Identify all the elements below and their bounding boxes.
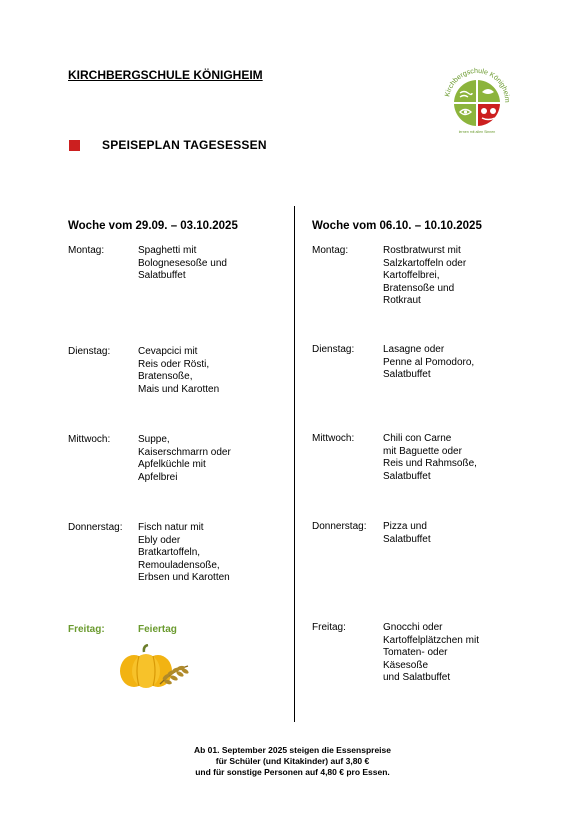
dish-line: Gnocchi oder (383, 622, 443, 633)
dish-line: Salatbuffet (383, 369, 431, 380)
dish-line: Salatbuffet (383, 470, 431, 482)
dish-line: und Salatbuffet (383, 672, 451, 683)
pumpkin-icon (114, 644, 194, 690)
dish-line: Ebly oder (138, 534, 181, 546)
dish-line: Chili con Carne (383, 433, 452, 444)
price-notice (0, 745, 585, 778)
dish-line: Salatbuffet (383, 533, 431, 545)
dish-line: Erbsen und Karotten (138, 572, 230, 583)
dish-line: Kartoffelplätzchen mit (383, 634, 479, 646)
week-1-day-tuesday: Dienstag: (68, 346, 111, 357)
dish-line: mit Baguette oder (383, 445, 462, 457)
week-2-dish-friday (383, 622, 533, 685)
dish-line: Remouladensoße, (138, 559, 220, 571)
plan-title: SPEISEPLAN TAGESESSEN (102, 138, 267, 152)
school-logo (438, 54, 516, 134)
school-title: KIRCHBERGSCHULE KÖNIGHEIM (68, 68, 263, 82)
dish-line: Reis und Rahmsoße, (383, 458, 477, 469)
dish-line: Cevapcici mit (138, 346, 198, 357)
dish-line: Lasagne oder (383, 344, 445, 355)
dish-line: Rostbratwurst mit (383, 245, 461, 256)
dish-line: Kartoffelbrei, (383, 270, 440, 281)
holiday-label: Feiertag (138, 624, 177, 635)
week-1-day-monday: Montag: (68, 245, 105, 256)
dish-line: Salatbuffet (138, 270, 186, 281)
dish-line: Bratkartoffeln, (138, 547, 201, 558)
week-1-dish-wednesday (138, 434, 288, 484)
week-2-dish-wednesday (383, 433, 533, 483)
week-2-day-friday: Freitag: (312, 622, 346, 633)
week-1-title: Woche vom 29.09. – 03.10.2025 (68, 220, 238, 232)
dish-line: Apfelküchle mit (138, 459, 206, 470)
dish-line: Salzkartoffeln oder (383, 257, 467, 269)
week-2-day-monday: Montag: (312, 245, 349, 256)
week-2-dish-thursday (383, 521, 533, 546)
price-notice-line: Ab 01. September 2025 steigen die Essenspreise (193, 745, 391, 755)
week-2-dish-tuesday (383, 344, 533, 382)
week-1-day-wednesday: Mittwoch: (68, 434, 111, 445)
week-2-day-tuesday: Dienstag: (312, 344, 355, 355)
week-1-dish-tuesday (138, 346, 288, 396)
week-2-day-wednesday: Mittwoch: (312, 433, 355, 444)
week-2-dish-monday (383, 245, 533, 308)
logo-tagline: lernen mit allen Sinnen (458, 130, 496, 134)
column-divider (294, 206, 295, 722)
dish-line: Bolognesesoße und (138, 257, 227, 269)
dish-line: Penne al Pomodoro, (383, 356, 475, 368)
logo-arc-text: Kirchbergschule Königheim (444, 67, 511, 103)
dish-line: Pizza und (383, 521, 427, 532)
dish-line: Tomaten- oder (383, 647, 448, 658)
week-1-dish-thursday (138, 522, 288, 585)
dish-line: Mais und Karotten (138, 383, 220, 395)
dish-line: Rotkraut (383, 295, 421, 306)
week-1-day-friday: Freitag: (68, 624, 105, 635)
dish-line: Suppe, (138, 434, 170, 445)
week-2-title: Woche vom 06.10. – 10.10.2025 (312, 220, 482, 232)
dish-line: Bratensoße und (383, 282, 455, 294)
price-notice-line: für Schüler (und Kitakinder) auf 3,80 € (215, 756, 370, 766)
plan-title-marker (69, 140, 80, 151)
week-1-day-thursday: Donnerstag: (68, 522, 123, 533)
dish-line: Spaghetti mit (138, 245, 197, 256)
dish-line: Apfelbrei (138, 471, 178, 483)
dish-line: Kaiserschmarrn oder (138, 446, 231, 458)
week-2-day-thursday: Donnerstag: (312, 521, 367, 532)
week-1-dish-monday (138, 245, 288, 283)
dish-line: Fisch natur mit (138, 522, 204, 533)
dish-line: Käsesoße (383, 659, 429, 671)
price-notice-line: und für sonstige Personen auf 4,80 € pro Essen. (195, 767, 390, 777)
dish-line: Bratensoße, (138, 371, 193, 382)
dish-line: Reis oder Rösti, (138, 358, 210, 370)
week-1-dish-friday-holiday (138, 624, 288, 637)
